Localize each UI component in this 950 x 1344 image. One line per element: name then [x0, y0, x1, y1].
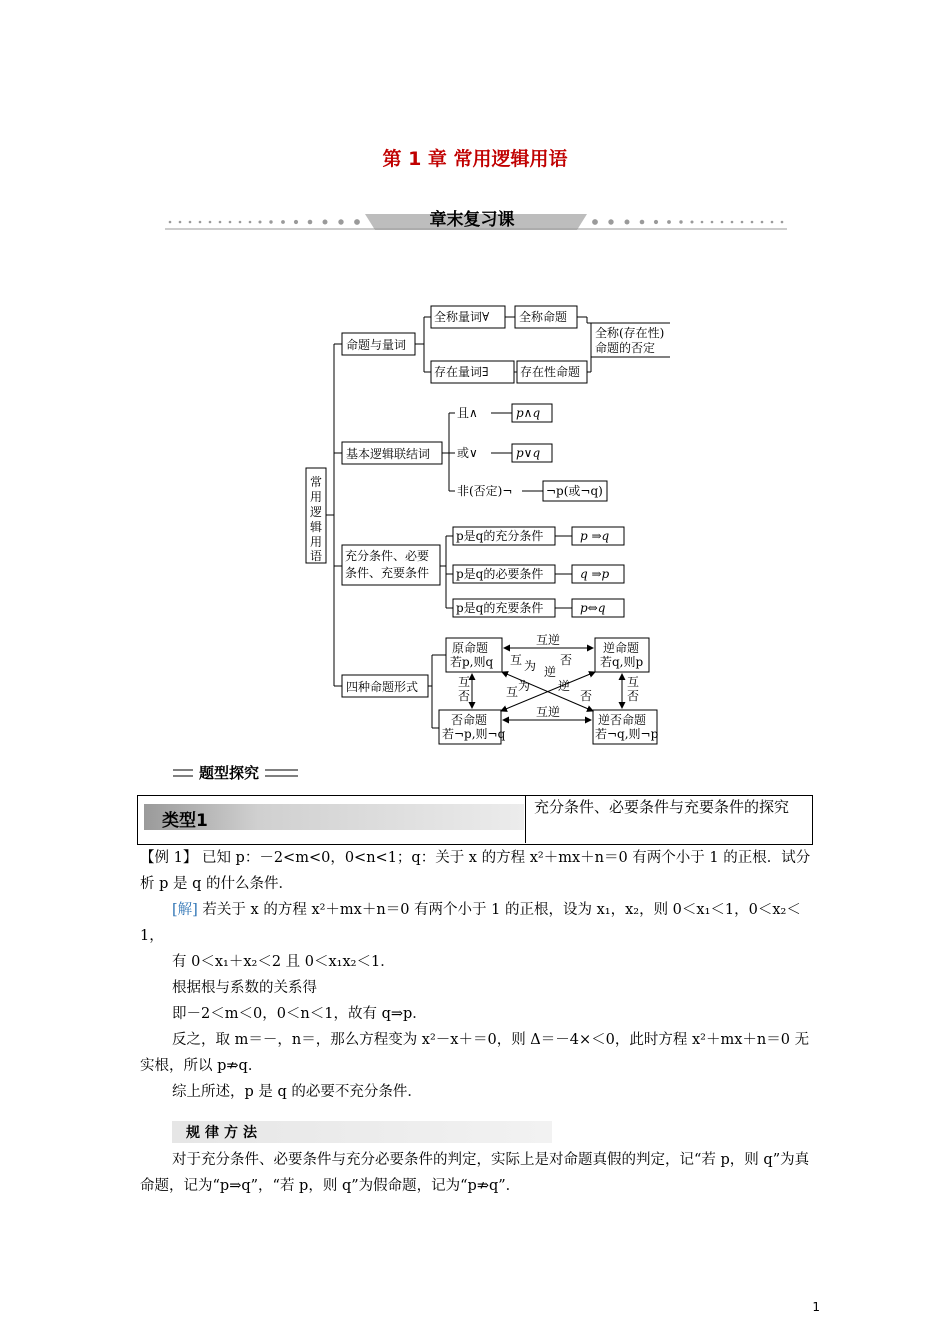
concept-map — [300, 298, 670, 748]
svg-text:原命题: 原命题 — [452, 641, 489, 655]
svg-text:逆命题: 逆命题 — [603, 641, 640, 655]
svg-text:非(否定)¬: 非(否定)¬ — [457, 484, 513, 498]
svg-text:p是q的充分条件: p是q的充分条件 — [456, 529, 544, 543]
map-b1-label: 命题与量词 — [346, 338, 407, 352]
section-heading — [173, 764, 298, 782]
svg-text:为: 为 — [524, 659, 537, 673]
svg-text:全称量词∀: 全称量词∀ — [434, 310, 490, 324]
svg-text:p是q的必要条件: p是q的必要条件 — [456, 567, 544, 581]
svg-text:若¬q,则¬p: 若¬q,则¬p — [595, 727, 659, 741]
page-number: 1 — [812, 1300, 820, 1314]
svg-text:全称(存在性): 全称(存在性) — [595, 326, 665, 340]
svg-text:存在性命题: 存在性命题 — [520, 365, 581, 379]
svg-text:否: 否 — [560, 653, 573, 667]
svg-text:若q,则p: 若q,则p — [600, 655, 644, 669]
svg-text:若¬p,则¬q: 若¬p,则¬q — [442, 727, 506, 741]
solution-intro: [解] 若关于 x 的方程 x²＋mx＋n＝0 有两个小于 1 的正根，设为 x₁，x₂，则 0＜x₁＜1，0＜x₂＜1， — [140, 902, 801, 944]
svg-text:逆: 逆 — [558, 679, 571, 693]
svg-text:互逆: 互逆 — [536, 705, 561, 719]
svg-text:存在量词∃: 存在量词∃ — [434, 365, 489, 379]
type-tag: 类型1 — [144, 804, 524, 830]
solve-tag: [解] — [172, 902, 198, 918]
svg-text:互: 互 — [506, 685, 519, 699]
type-title: 充分条件、必要条件与充要条件的探究 — [525, 795, 807, 843]
svg-text:p ⇒q: p ⇒q — [580, 529, 610, 543]
svg-text:互逆: 互逆 — [536, 633, 561, 647]
map-b4-label: 四种命题形式 — [346, 680, 419, 694]
svg-text:且∧: 且∧ — [457, 406, 478, 420]
svg-text:逆否命题: 逆否命题 — [598, 713, 647, 727]
svg-text:互: 互 — [627, 675, 640, 689]
solution-line-4: 根据根与系数的关系得 — [172, 980, 317, 996]
svg-text:否命题: 否命题 — [451, 713, 488, 727]
svg-text:p⇔q: p⇔q — [580, 601, 606, 615]
map-b2-label: 基本逻辑联结词 — [346, 447, 431, 461]
svg-text:条件、充要条件: 条件、充要条件 — [345, 566, 430, 580]
map-b3-label: 充分条件、必要 — [345, 549, 430, 563]
svg-text:否: 否 — [458, 689, 471, 703]
example-statement: 【例 1】 已知 p：－2<m<0，0<n<1；q：关于 x 的方程 x²＋mx＋n＝0 有两个小于 1 的正根．试分析 p 是 q 的什么条件． — [140, 850, 811, 892]
type-box — [137, 795, 813, 845]
svg-text:命题的否定: 命题的否定 — [595, 341, 656, 355]
solution-line-3: 有 0＜x₁＋x₂＜2 且 0＜x₁x₂＜1． — [172, 954, 395, 970]
svg-text:全称命题: 全称命题 — [519, 310, 568, 324]
chapter-title: 第 1 章 常用逻辑用语 — [382, 148, 568, 170]
svg-text:¬p(或¬q): ¬p(或¬q) — [546, 484, 603, 498]
solution-line-5: 即－2＜m＜0，0＜n＜1，故有 q⇒p． — [172, 1006, 427, 1022]
svg-text:p∧q: p∧q — [516, 406, 541, 420]
svg-text:q ⇒p: q ⇒p — [580, 567, 610, 581]
solution-line-7: 综上所述，p 是 q 的必要不充分条件． — [172, 1084, 422, 1100]
svg-text:p是q的充要条件: p是q的充要条件 — [456, 601, 544, 615]
svg-text:若p,则q: 若p,则q — [450, 655, 494, 669]
svg-text:否: 否 — [627, 689, 640, 703]
method-text: 对于充分条件、必要条件与充分必要条件的判定，实际上是对命题真假的判定，记“若 p，则 q”为真命题，记为“p⇒q”，“若 p，则 q”为假命题，记为“p⇏q”． — [140, 1152, 810, 1194]
svg-text:否: 否 — [580, 689, 593, 703]
svg-text:互: 互 — [458, 675, 471, 689]
svg-text:互: 互 — [510, 653, 523, 667]
banner-title: 章末复习课 — [429, 210, 515, 230]
svg-text:或∨: 或∨ — [457, 446, 478, 460]
svg-text:为: 为 — [518, 679, 531, 693]
method-heading: 规律方法 — [172, 1121, 552, 1143]
section-title: 题型探究 — [193, 762, 265, 783]
svg-text:逆: 逆 — [544, 665, 557, 679]
svg-text:p∨q: p∨q — [516, 446, 541, 460]
solution-line-6: 反之，取 m＝－，n＝，那么方程变为 x²－x＋＝0，则 Δ＝－4×＜0，此时方程 x²＋mx＋n＝0 无实根，所以 p⇏q． — [140, 1032, 810, 1074]
map-root-label: 常用逻 辑用语 — [310, 475, 323, 563]
